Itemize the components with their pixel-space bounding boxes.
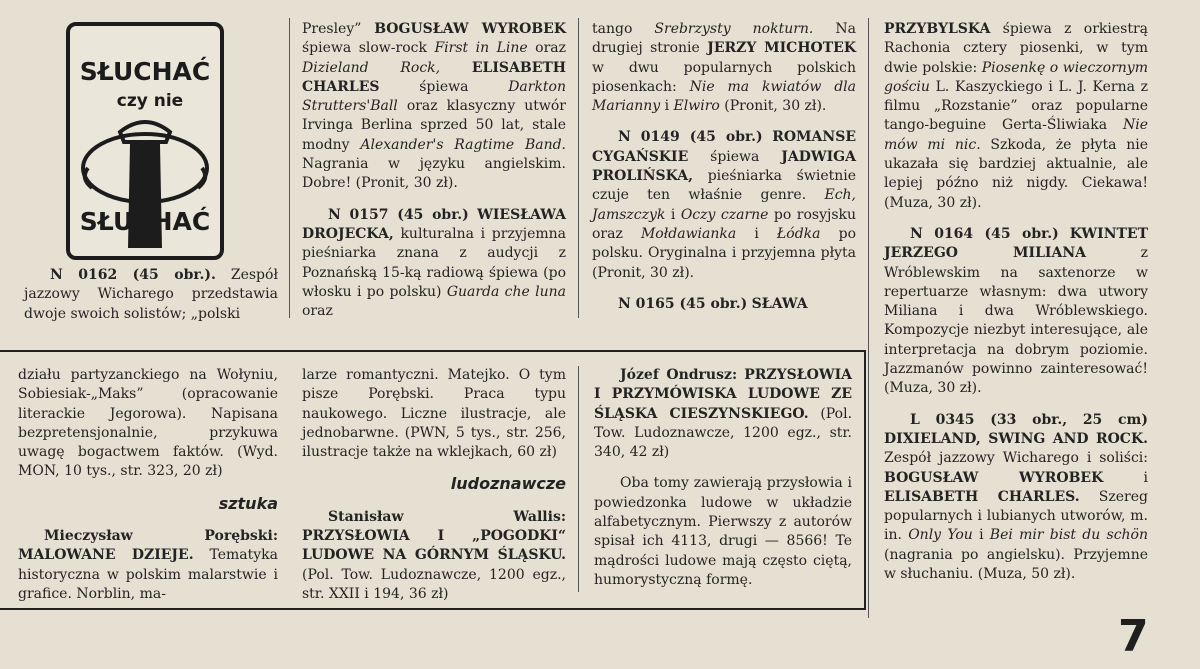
artist-name: KWINTET JERZEGO MILIANA <box>884 225 1148 262</box>
artist-name: SŁAWA <box>751 295 808 312</box>
book-title: PRZYSŁOWIA I PRZYMÓWISKA LUDOWE ZE ŚLĄSKA CIESZYNSKIEGO. <box>594 367 852 422</box>
book-review: Stanisław Wallis: PRZYSŁOWIA I „POGODKI“ LUDOWE NA GÓRNYM ŚLĄSKU. (Pol. Tow. Ludoznawcze, 1200 egz., str. XXII i 194, 36 zł) <box>302 508 566 602</box>
record-code: N 0162 (45 obr.). <box>50 267 216 283</box>
artist-name: JERZY MICHOTEK <box>707 40 857 57</box>
logo-line2: czy nie <box>116 91 184 111</box>
section-label-sztuka: sztuka <box>218 493 278 513</box>
record-title: ROMANSE CYGAŃSKIE <box>592 129 856 165</box>
column-rule <box>578 18 579 318</box>
record-title: DIXIELAND, SWING AND ROCK. <box>884 430 1148 447</box>
artist-name: WIESŁAWA DROJECKA, <box>302 206 566 242</box>
column-1 <box>24 266 278 324</box>
book-review-continued: działu partyzanckiego na Wołyniu, Sobiesiak-„Maks” (opracowanie literackie Jegorowa). Napisana bezpretensjonalnie, przykuwa uwagę bogactwem faktów. (Wyd. MON, 10 tys., str. 323, 20 zł) <box>18 367 278 480</box>
song-title: First in Line <box>434 40 528 57</box>
review-n0149: N 0149 (45 obr.) ROMANSE CYGAŃSKIE śpiewa JADWIGA PROLIŃSKA, pieśniarka świetnie czuje ten właśnie genre. Ech, Jamszczyk i Oczy czarne po rosyjsku oraz Mołdawianka i Łódka po polsku. Oryginalna i przyjemna płyta (Pronit, 30 zł). <box>592 129 857 281</box>
review-continued: Presley” BOGUSŁAW WYROBEK śpiewa slow-rock First in Line oraz Dizieland Rock, ELISABETH CHARLES śpiewa Darkton Strutters'Ball oraz klasyczny utwór Irvinga Berlina sprzed 50 lat, stale modny Alexander's Ragtime Band. Nagrania w języku angielskim. Dobre! (Pronit, 30 zł). <box>302 21 567 192</box>
song-title: Srebrzysty nokturn. <box>654 21 814 37</box>
review-n0164: N 0164 (45 obr.) KWINTET JERZEGO MILIANA z Wróblewskim na saxtenorze w repertuarze własnym: dwa utwory Miliana i dwa Wróblewskiego. Kompozycje niezbyt interesujące, ale interpretacja na dobrym poziomie. Jazzmanów powinno zainteresować! (Muza, 30 zł). <box>884 225 1148 397</box>
logo-line1: SŁUCHAĆ <box>79 57 211 86</box>
song-title: Darkton Strutters'Ball <box>302 78 567 115</box>
song-title: Ech, Jamszczyk <box>592 187 856 223</box>
column-logo <box>66 22 224 260</box>
book-title: MALOWANE DZIEJE. <box>18 547 194 564</box>
song-title: Alexander's Ragtime Band. <box>360 136 567 153</box>
song-title: Mołdawianka <box>640 225 737 242</box>
artist-name: PRZYBYLSKA <box>884 21 991 37</box>
record-code: L 0345 (33 obr., 25 cm) <box>910 411 1148 428</box>
book-title: PRZYSŁOWIA I „POGODKI“ LUDOWE NA GÓRNYM ŚLĄSKU. <box>302 528 566 564</box>
column-3 <box>592 20 856 314</box>
listener-illustration <box>70 26 220 256</box>
song-title: Dizieland Rock, <box>302 59 441 76</box>
logo-line3: SŁUCHAĆ <box>79 207 211 236</box>
artist-name: BOGUSŁAW WYROBEK <box>884 469 1104 486</box>
book-author: Józef Ondrusz: <box>620 367 738 383</box>
column-rule <box>578 366 579 592</box>
song-title: Piosenkę o wieczornym gościu <box>884 59 1148 95</box>
books-column-2 <box>302 366 566 604</box>
artist-name: BOGUSŁAW WYROBEK <box>374 21 567 37</box>
song-title: Guarda che luna <box>446 283 567 300</box>
record-code: N 0149 (45 obr.) <box>618 129 763 146</box>
column-4 <box>884 20 1148 584</box>
song-title: Łódka <box>776 225 821 242</box>
song-title: Elwiro <box>673 98 720 115</box>
song-title: Nie ma kwiatów dla Marianny <box>592 78 856 115</box>
books-column-1 <box>18 366 278 604</box>
artist-name: ELISABETH CHARLES <box>302 59 567 95</box>
column-rule <box>868 18 869 618</box>
song-title: Nie mów mi nic. <box>884 117 1148 153</box>
book-review: Mieczysław Porębski: MALOWANE DZIEJE. Tematyka historyczna w polskim malarstwie i grafice. Norblin, ma- <box>18 528 278 602</box>
record-code: N 0157 (45 obr.) <box>328 206 469 223</box>
song-title: Bei mir bist du schön <box>989 527 1148 544</box>
review-l0345: L 0345 (33 obr., 25 cm) DIXIELAND, SWING AND ROCK. Zespół jazzowy Wicharego i soliści: BOGUSŁAW WYROBEK i ELISABETH CHARLES. Szereg popularnych i lubianych utworów, m. in. Only You i Bei mir bist du schön (nagrania po angielsku). Przyjemne w słuchaniu. (Muza, 50 zł). <box>884 411 1149 583</box>
column-2 <box>302 20 566 321</box>
review-text: Zespół jazzowy Wicharego przedstawia dwoje swoich solistów; „polski <box>24 267 278 322</box>
books-column-3 <box>594 366 852 590</box>
review-n0165 <box>592 295 856 314</box>
page-number: 7 <box>1118 611 1149 662</box>
artist-name: ELISABETH CHARLES. <box>884 488 1080 505</box>
book-review-continued: larze romantyczni. Matejko. O tym pisze Porębski. Praca typu naukowego. Liczne ilustracje, ale jednobarwne. (PWN, 5 tys., str. 256, ilustracje także na wklejkach, 60 zł) <box>302 367 566 461</box>
book-review-summary: Oba tomy zawierają przysłowia i powiedzonka ludowe w układzie alfabetycznym. Pierwszy z autorów spisał ich 4113, drugi — 8566! Te mądrości ludowe mają często ciętą, humorystyczną formę. <box>594 475 852 588</box>
book-author: Stanisław Wallis: <box>328 508 566 525</box>
review-continued: tango Srebrzysty nokturn. Na drugiej stronie JERZY MICHOTEK w dwu popularnych polskich piosenkach: Nie ma kwiatów dla Marianny i Elwiro (Pronit, 30 zł). <box>592 21 857 115</box>
review-continued: PRZYBYLSKA śpiewa z orkiestrą Rachonia cztery piosenki, w tym dwie polskie: Piosenkę o wieczornym gościu L. Kaszyckiego i L. J. Kerna z filmu „Rozstanie” oraz popularne tango-beguine Gerta-Śliwiaka Nie mów mi nic. Szkoda, że płyta nie ukazała się bardziej aktualnie, ale lepiej późno niż nigdy. Ciekawa! (Muza, 30 zł). <box>884 21 1148 211</box>
book-author: Mieczysław Porębski: <box>44 528 278 545</box>
book-review: Józef Ondrusz: PRZYSŁOWIA I PRZYMÓWISKA LUDOWE ZE ŚLĄSKA CIESZYNSKIEGO. (Pol. Tow. Ludoznawcze, 1200 egz., str. 340, 42 zł) <box>594 367 853 461</box>
record-code: N 0165 (45 obr.) <box>618 295 748 312</box>
artist-name: JADWIGA PROLIŃSKA, <box>592 148 856 185</box>
review-n0162 <box>24 266 278 324</box>
column-rule <box>289 18 290 318</box>
song-title: Oczy czarne <box>680 206 769 223</box>
song-title: Only You <box>908 527 973 544</box>
review-n0157: N 0157 (45 obr.) WIESŁAWA DROJECKA, kulturalna i przyjemna pieśniarka znana z audycji z Poznańską 15-ką radiową śpiewa (po włosku i po polsku) Guarda che luna oraz <box>302 206 567 320</box>
section-label-ludoznawcze: ludoznawcze <box>450 474 566 494</box>
record-code: N 0164 (45 obr.) <box>910 225 1059 242</box>
